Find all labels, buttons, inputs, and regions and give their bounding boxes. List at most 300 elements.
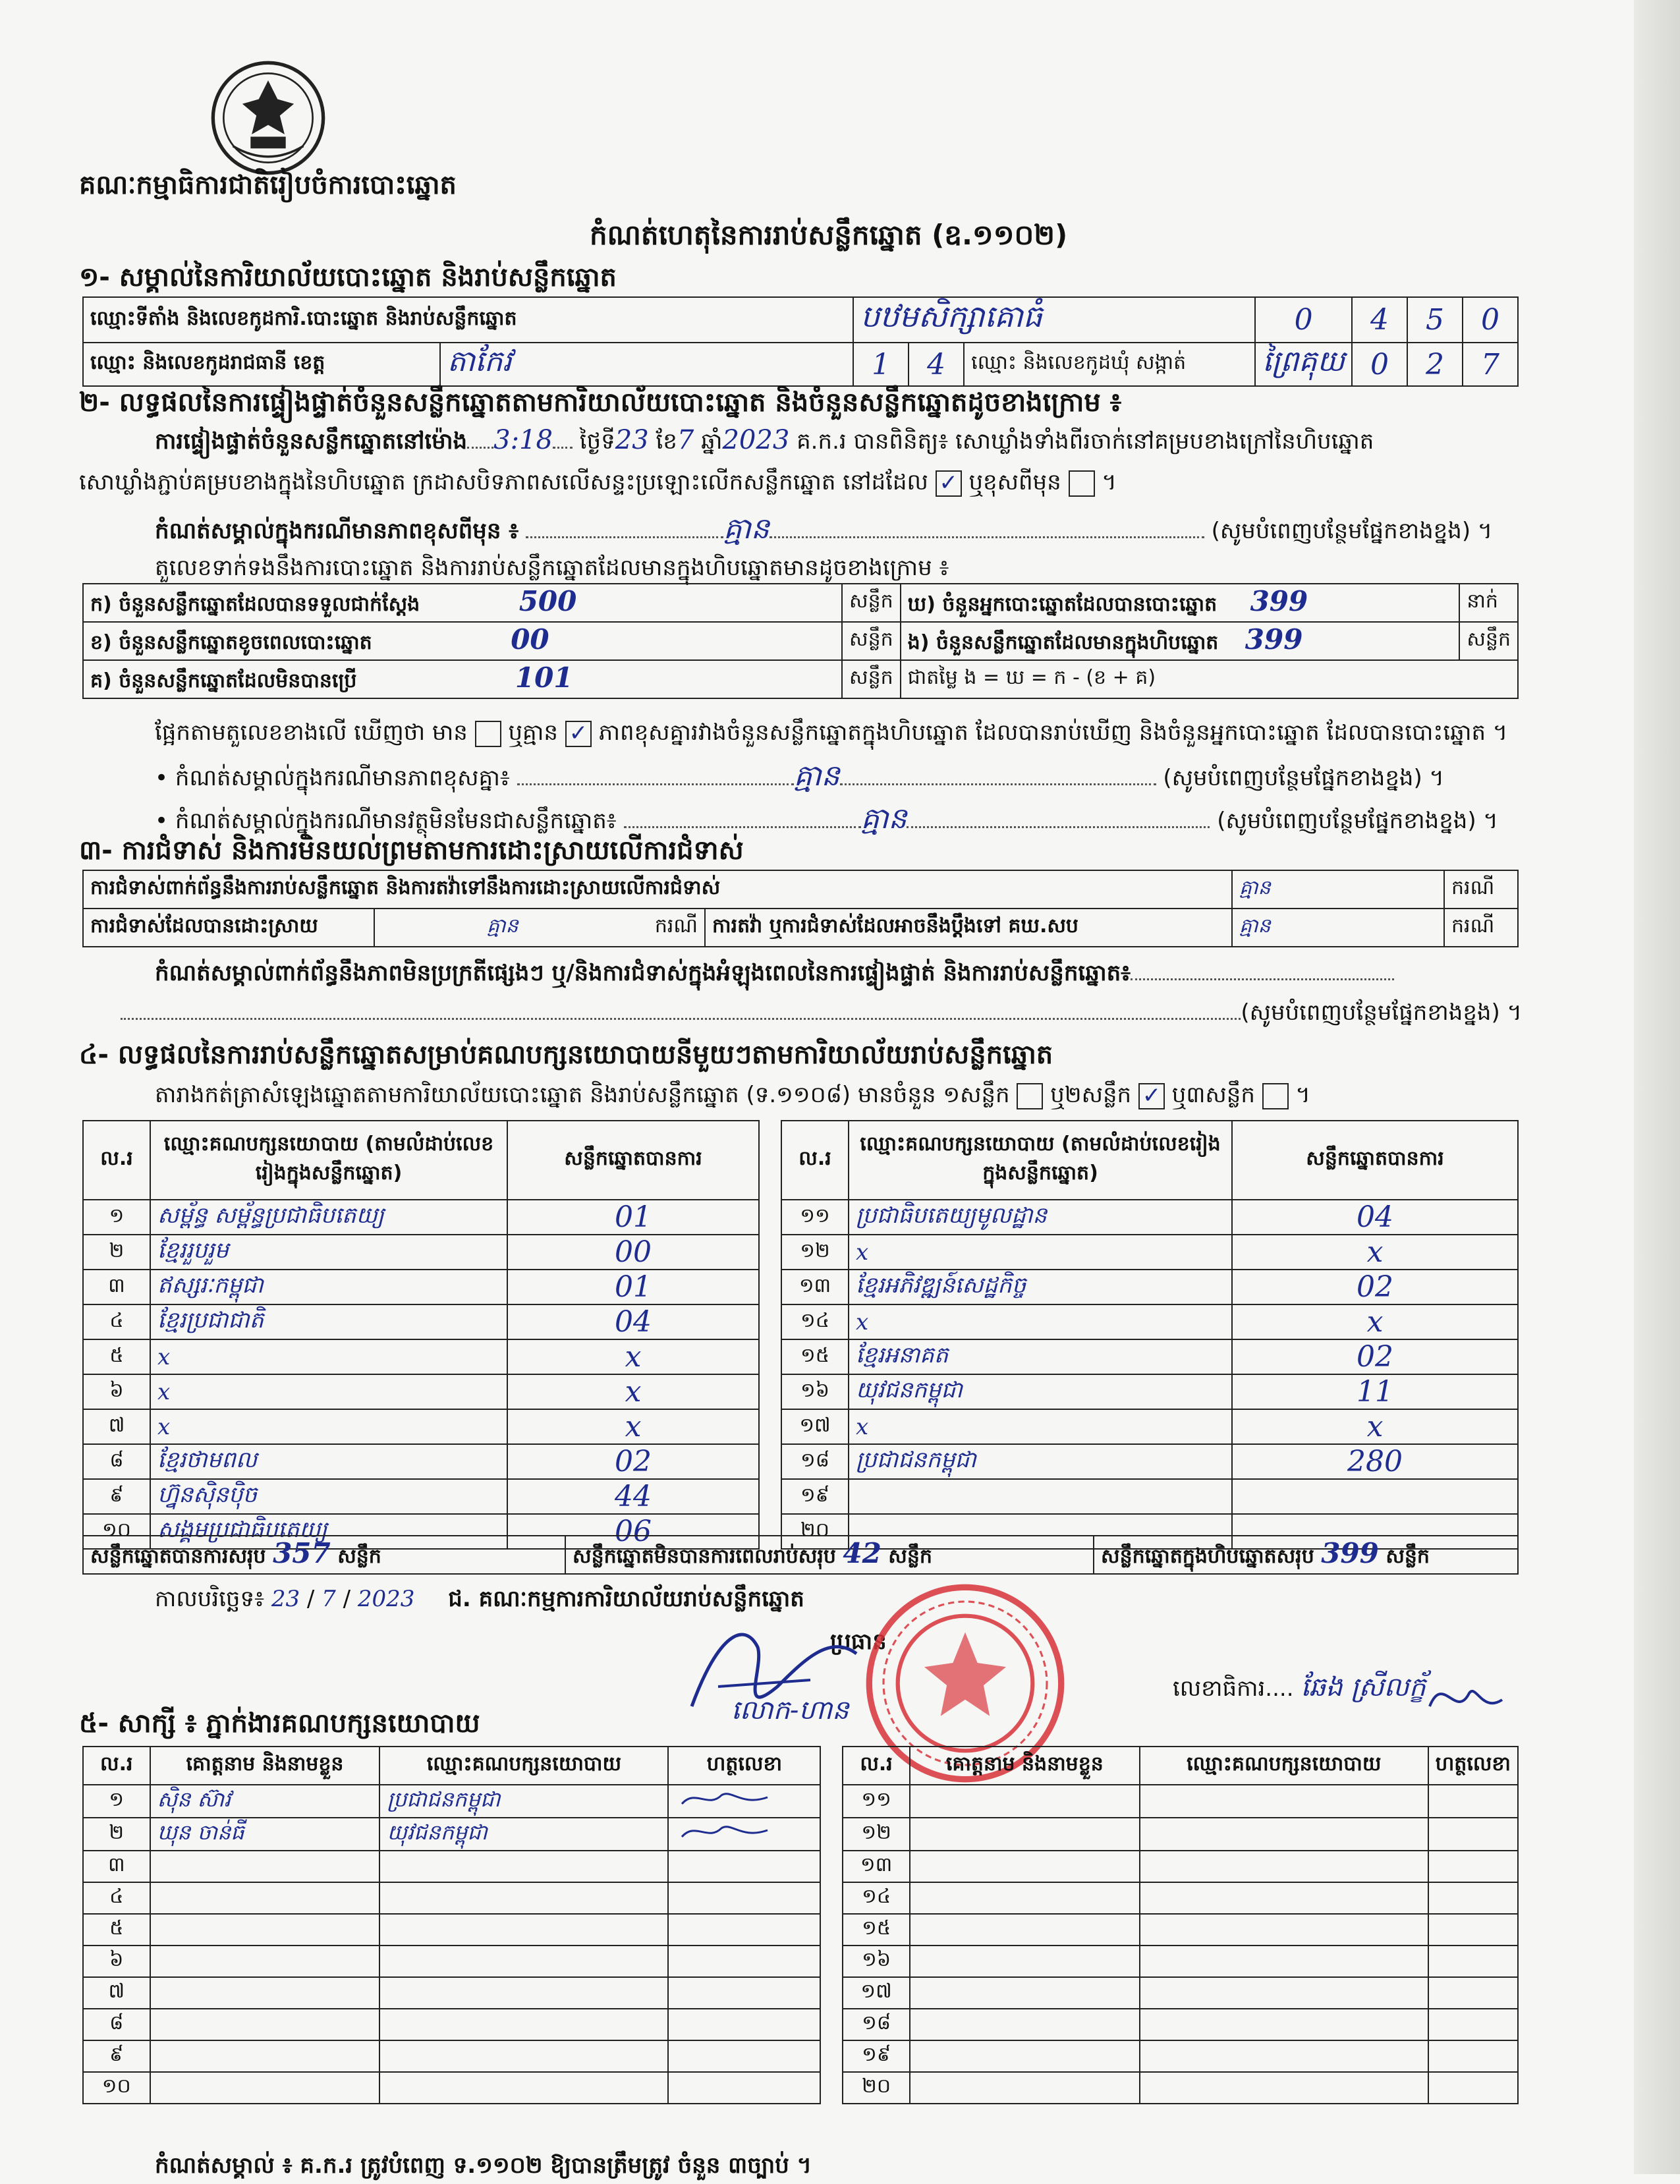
secretary-signature-icon xyxy=(1416,1667,1515,1726)
row-e-value: 399 xyxy=(1245,623,1303,656)
witness-party xyxy=(1140,2009,1428,2040)
table-row xyxy=(83,1479,1518,1514)
row-c-value: 101 xyxy=(515,661,573,694)
table-row xyxy=(83,1374,1518,1409)
witness-name xyxy=(150,2072,380,2104)
party-name: x xyxy=(849,1304,1232,1339)
checkbox-changed[interactable] xyxy=(1069,470,1095,497)
row-no: ១៧ xyxy=(781,1409,849,1444)
witness-signature xyxy=(1428,1977,1518,2009)
page-edge xyxy=(1634,0,1680,2174)
secretary-name: ឆែង ស្រីលក្ខ័ xyxy=(1301,1672,1426,1702)
total-invalid-cell xyxy=(565,1536,1094,1574)
obj-r1-label: ការជំទាស់ពាក់ព័ន្ធនឹងការរាប់សន្លឹកឆ្នោត និងការតវ៉ាទៅនឹងការដោះស្រាយលើការជំទាស់ xyxy=(83,870,1232,909)
witness-name xyxy=(150,1946,380,1977)
witness-name xyxy=(150,2040,380,2072)
witness-signature xyxy=(668,1882,820,1914)
row-no: ៣ xyxy=(83,1270,150,1304)
date-line: កាលបរិច្ឆេទ៖ 23 / 7 / 2023 ជ. គណៈកម្មការការិយាល័យរាប់សន្លឹកឆ្នោត xyxy=(155,1586,804,1612)
obj-r2b-value: គ្មាន xyxy=(1232,909,1444,947)
checkbox-no-diff[interactable]: ✓ xyxy=(565,721,592,747)
row-no: ១៥ xyxy=(843,1914,910,1946)
row-b-unit: សន្លឹក xyxy=(842,622,901,660)
party-name: ហ្វ៊ុនស៊ិនប៉ិច xyxy=(150,1479,507,1514)
count-day: 23 xyxy=(615,425,649,455)
table-row xyxy=(83,1235,1518,1270)
code-digit: 2 xyxy=(1407,343,1463,386)
table-gap xyxy=(759,1304,781,1339)
row-no: ១៤ xyxy=(781,1304,849,1339)
code-digit: 0 xyxy=(1255,297,1352,343)
code-digit: 5 xyxy=(1407,297,1463,343)
table-row xyxy=(83,2040,1518,2072)
row-no: ១៥ xyxy=(781,1339,849,1374)
party-votes: 280 xyxy=(1232,1444,1518,1479)
table-row xyxy=(83,1818,1518,1851)
party-name: ខ្មែរអនាគត xyxy=(849,1339,1232,1374)
table-gap xyxy=(759,1374,781,1409)
row-no: ៥ xyxy=(83,1339,150,1374)
date-year: 2023 xyxy=(357,1586,415,1612)
witness-signature xyxy=(668,1785,820,1818)
witness-signature xyxy=(668,1946,820,1977)
row-d-unit: នាក់ xyxy=(1459,584,1518,622)
row-b xyxy=(83,622,842,660)
checkbox-unchanged[interactable]: ✓ xyxy=(936,470,962,497)
w-col-no: ល.រ xyxy=(843,1747,910,1785)
w-col-sign: ហត្ថលេខា xyxy=(1428,1747,1518,1785)
date-day: 23 xyxy=(271,1586,300,1612)
row-d-value: 399 xyxy=(1250,585,1308,617)
obj-r1-unit: ករណី xyxy=(1444,870,1518,909)
table-row xyxy=(83,1851,1518,1882)
sec3-heading: ៣- ការជំទាស់ និងការមិនយល់ព្រមតាមការដោះស្រាយលើការជំទាស់ xyxy=(79,835,744,866)
row-e xyxy=(901,622,1460,660)
witness-body xyxy=(83,1785,1518,2104)
table-row xyxy=(83,2072,1518,2104)
row-d-label: ឃ) ចំនួនអ្នកបោះឆ្នោតដែលបានបោះឆ្នោត xyxy=(907,593,1218,616)
row-no: ១ xyxy=(83,1200,150,1235)
table-gap xyxy=(759,1444,781,1479)
witness-name xyxy=(910,1785,1140,1818)
witness-name xyxy=(150,1977,380,2009)
chair-mark: លោក-ហាន xyxy=(731,1695,849,1725)
row-a-label: ក) ចំនួនសន្លឹកឆ្នោតដែលបានទទួលជាក់ស្តែង xyxy=(90,593,420,616)
row-no: ៦ xyxy=(83,1374,150,1409)
row-e-label: ង) ចំនួនសន្លឹកឆ្នោតដែលមានក្នុងហិបឆ្នោត xyxy=(907,631,1219,654)
table-gap xyxy=(820,2009,843,2040)
row-e-unit: សន្លឹក xyxy=(1459,622,1518,660)
vote-numbers-table xyxy=(82,583,1519,699)
footnote: កំណត់សម្គាល់ ៖ គ.ក.រ ត្រូវបំពេញ ទ.១១០២ ឱ្យបានត្រឹមត្រូវ ចំនួន ៣ច្បាប់ ។ xyxy=(155,2152,812,2179)
obj-note-label: • កំណត់សម្គាល់ក្នុងករណីមានវត្ថុមិនមែនជាសន្លឹកឆ្នោត៖ xyxy=(155,808,617,834)
date-label: កាលបរិច្ឆេទ៖ xyxy=(155,1586,265,1612)
party-votes: x xyxy=(1232,1235,1518,1270)
witness-signature xyxy=(1428,1785,1518,1818)
sec2-diff-note xyxy=(155,758,1525,800)
checkbox-3-sheets[interactable] xyxy=(1262,1083,1289,1109)
w-col-name: គោត្តនាម និងនាមខ្លួន xyxy=(150,1747,380,1785)
row-no: ១៧ xyxy=(843,1977,910,2009)
witness-name xyxy=(910,1914,1140,1946)
code-digit: 4 xyxy=(909,343,964,386)
sec2-line1 xyxy=(155,425,1525,460)
code-digit: 0 xyxy=(1463,297,1518,343)
w-col-party: ឈ្មោះគណបក្សនយោបាយ xyxy=(379,1747,668,1785)
row-c-unit: សន្លឹក xyxy=(842,660,901,698)
row-no: ១២ xyxy=(781,1235,849,1270)
party-votes: 00 xyxy=(507,1235,759,1270)
sec2-line1-tail: គ.ក.រ បានពិនិត្យ៖ សោឃ្លាំងទាំងពីរចាក់នៅគម្របខាងក្រៅនៃហិបឆ្នោត xyxy=(797,428,1374,455)
party-votes: 44 xyxy=(507,1479,759,1514)
checkbox-1-sheet[interactable] xyxy=(1017,1083,1043,1109)
row-d xyxy=(901,584,1460,622)
row-no: ១៩ xyxy=(781,1479,849,1514)
sec2-note-tail: (សូមបំពេញបន្ថែមផ្នែកខាងខ្នង) ។ xyxy=(1211,518,1493,544)
code-digit: 4 xyxy=(1352,297,1407,343)
party-votes: 01 xyxy=(507,1270,759,1304)
row-no: ៩ xyxy=(83,1479,150,1514)
obj-note-value: គ្មាន xyxy=(860,802,907,835)
row-no: ២០ xyxy=(843,2072,910,2104)
row-no: ៣ xyxy=(83,1851,150,1882)
total-invalid-label: សន្លឹកឆ្នោតមិនបានការពេលរាប់សរុប xyxy=(573,1545,836,1568)
row-no: ៨ xyxy=(83,2009,150,2040)
month-label: ខែ xyxy=(656,428,677,455)
party-votes: x xyxy=(507,1339,759,1374)
row-no: ១៦ xyxy=(843,1946,910,1977)
sec2-note-label: កំណត់សម្គាល់ក្នុងករណីមានភាពខុសពីមុន ៖ xyxy=(155,518,519,544)
w-col-party: ឈ្មោះគណបក្សនយោបាយ xyxy=(1140,1747,1428,1785)
witness-party xyxy=(379,2040,668,2072)
row-no: ១៤ xyxy=(843,1882,910,1914)
sec2-heading: ២- លទ្ធផលនៃការផ្ទៀងផ្ទាត់ចំនួនសន្លឹកឆ្នោតតាមការិយាល័យបោះឆ្នោត និងចំនួនសន្លឹកឆ្នោតដូចខាងក្រោម ៖ xyxy=(79,387,1122,418)
witness-party xyxy=(379,1851,668,1882)
table-gap xyxy=(820,2040,843,2072)
row-no: ២០ xyxy=(781,1514,849,1549)
col-no: ល.រ xyxy=(781,1121,849,1200)
table-gap xyxy=(820,1977,843,2009)
row-a xyxy=(83,584,842,622)
party-votes xyxy=(1232,1479,1518,1514)
row-no: ១០ xyxy=(83,1514,150,1549)
witness-name xyxy=(910,1946,1140,1977)
page-title: កំណត់ហេតុនៃការរាប់សន្លឹកឆ្នោត (ឧ.១១០២) xyxy=(590,219,1068,251)
row-no: ៨ xyxy=(83,1444,150,1479)
row-no: ៧ xyxy=(83,1977,150,2009)
row-no: ១២ xyxy=(843,1818,910,1851)
party-votes: 04 xyxy=(507,1304,759,1339)
party-votes: 11 xyxy=(1232,1374,1518,1409)
witness-name: ស៊ិន ស៊ាវ xyxy=(150,1785,380,1818)
party-name: ឥស្សរៈកម្ពុជា xyxy=(150,1270,507,1304)
party-name: សម្ព័ន្ធ សម្ព័ន្ធប្រជាធិបតេយ្យ xyxy=(150,1200,507,1235)
w-col-no: ល.រ xyxy=(83,1747,150,1785)
sec2-line2-text: សោឃ្លាំងភ្ជាប់គម្របខាងក្នុងនៃហិបឆ្នោត ក្រដាសបិទភាពសលើសន្ទះប្រឡោះលើកសន្លឹកឆ្នោត នៅដដែល xyxy=(79,469,928,495)
results-table xyxy=(82,1120,1519,1550)
sec1-commune-label: ឈ្មោះ និងលេខកូដឃុំ សង្កាត់ xyxy=(964,343,1255,386)
witness-signature xyxy=(668,1977,820,2009)
row-no: ១៨ xyxy=(843,2009,910,2040)
witness-signature xyxy=(1428,2072,1518,2104)
sec3-note-text: កំណត់សម្គាល់ពាក់ព័ន្ធនឹងភាពមិនប្រក្រតីផ្សេងៗ ឬ/និងការជំទាស់ក្នុងអំឡុងពេលនៃការផ្ទៀងផ្ទាត់ និងការរាប់សន្លឹកឆ្នោត៖ xyxy=(155,960,1131,986)
obj-r2b-label: ការតវ៉ា ឬការជំទាស់ដែលអាចនឹងប្តឹងទៅ គឃ.សប xyxy=(705,909,1232,947)
party-votes: 04 xyxy=(1232,1200,1518,1235)
party-votes: 06 xyxy=(507,1514,759,1549)
sec4-or2: ឬ២សន្លឹក xyxy=(1050,1082,1132,1108)
w-col-sign: ហត្ថលេខា xyxy=(668,1747,820,1785)
table-row xyxy=(83,1200,1518,1235)
sec4-intro: តារាងកត់ត្រាសំឡេងឆ្នោតតាមការិយាល័យបោះឆ្នោត និងរាប់សន្លឹកឆ្នោត (ទ.១១០៨) មានចំនួន ១សន្លឹក ឬ២សន្លឹក ✓ ឬ៣សន្លឹក ។ xyxy=(155,1082,1310,1109)
witness-name: ឃុន ចាន់ធី xyxy=(150,1818,380,1851)
witness-party xyxy=(1140,1882,1428,1914)
witness-party xyxy=(379,1977,668,2009)
witness-name xyxy=(910,2040,1140,2072)
witness-signature xyxy=(1428,1914,1518,1946)
count-time: 3:18 xyxy=(493,425,553,455)
table-gap xyxy=(759,1339,781,1374)
col-party: ឈ្មោះគណបក្សនយោបាយ (តាមលំដាប់លេខរៀងក្នុងសន្លឹកឆ្នោត) xyxy=(150,1121,507,1200)
table-gap xyxy=(759,1235,781,1270)
witness-signature xyxy=(1428,1818,1518,1851)
signature-icon xyxy=(675,1785,774,1812)
total-box-unit: សន្លឹក xyxy=(1386,1545,1430,1568)
witness-party xyxy=(1140,1818,1428,1851)
party-name: ខ្មែរថាមពល xyxy=(150,1444,507,1479)
sec1-row2-label: ឈ្មោះ និងលេខកូដរាជធានី ខេត្ត xyxy=(83,343,440,386)
witness-party: យុវជនកម្ពុជា xyxy=(379,1818,668,1851)
table-row xyxy=(83,1785,1518,1818)
witness-signature xyxy=(1428,2009,1518,2040)
row-b-value: 00 xyxy=(511,623,549,656)
witness-signature xyxy=(668,1818,820,1851)
nec-emblem-icon xyxy=(210,59,327,177)
sec1-commune-value: ព្រៃគុយ xyxy=(1255,343,1352,386)
party-name: x xyxy=(150,1339,507,1374)
table-gap xyxy=(820,1851,843,1882)
party-votes: x xyxy=(507,1374,759,1409)
table-row xyxy=(83,1946,1518,1977)
table-gap xyxy=(820,1882,843,1914)
sec2-compare xyxy=(155,718,1507,751)
secretary-label: លេខាធិការ.... xyxy=(1173,1675,1294,1702)
table-gap xyxy=(759,1200,781,1235)
table-gap xyxy=(759,1479,781,1514)
row-no: ២ xyxy=(83,1818,150,1851)
year-label: ឆ្នាំ xyxy=(701,428,723,455)
witness-name xyxy=(910,1851,1140,1882)
sec2-note xyxy=(155,511,1525,553)
obj-r1-value: គ្មាន xyxy=(1232,870,1444,909)
party-name: ខ្មែររួបរួម xyxy=(150,1235,507,1270)
obj-r2-value: គ្មាន xyxy=(487,914,518,938)
witness-party xyxy=(1140,1946,1428,1977)
party-votes: 02 xyxy=(1232,1339,1518,1374)
party-votes: x xyxy=(1232,1409,1518,1444)
row-no: ២ xyxy=(83,1235,150,1270)
party-name: យុវជនកម្ពុជា xyxy=(849,1374,1232,1409)
table-row xyxy=(83,1882,1518,1914)
row-no: ១ xyxy=(83,1785,150,1818)
witness-party xyxy=(379,2009,668,2040)
total-valid-unit: សន្លឹក xyxy=(337,1545,381,1568)
witness-signature xyxy=(668,2009,820,2040)
party-name: x xyxy=(150,1409,507,1444)
col-no: ល.រ xyxy=(83,1121,150,1200)
sec3-note xyxy=(155,959,1525,992)
count-year: 2023 xyxy=(722,425,790,455)
table-gap xyxy=(820,1914,843,1946)
table-gap xyxy=(820,1818,843,1851)
witness-name xyxy=(150,2009,380,2040)
sec1-heading: ១- សម្គាល់នៃការិយាល័យបោះឆ្នោត និងរាប់សន្លឹកឆ្នោត xyxy=(79,262,617,293)
row-c xyxy=(83,660,842,698)
witness-signature xyxy=(668,1914,820,1946)
total-valid-value: 357 xyxy=(273,1537,331,1569)
totals-table xyxy=(82,1535,1519,1575)
checkbox-2-sheets[interactable]: ✓ xyxy=(1138,1083,1165,1109)
table-row xyxy=(83,1409,1518,1444)
witness-table xyxy=(82,1746,1519,2104)
total-box-value: 399 xyxy=(1321,1537,1379,1569)
checkbox-has-diff[interactable] xyxy=(475,721,501,747)
table-row xyxy=(83,1304,1518,1339)
sec1-row2-value: តាកែវ xyxy=(440,343,853,386)
party-name: ប្រជាជនកម្ពុជា xyxy=(849,1444,1232,1479)
witness-party xyxy=(1140,1851,1428,1882)
witness-name xyxy=(910,1977,1140,2009)
row-no: ១១ xyxy=(781,1200,849,1235)
row-no: ៦ xyxy=(83,1946,150,1977)
party-votes: x xyxy=(507,1409,759,1444)
witness-party xyxy=(1140,1914,1428,1946)
table-row xyxy=(83,1444,1518,1479)
table-row xyxy=(83,1339,1518,1374)
sec2-line2-or: ឬខុសពីមុន xyxy=(968,469,1061,495)
total-invalid-unit: សន្លឹក xyxy=(888,1545,932,1568)
party-name: x xyxy=(849,1409,1232,1444)
chair-label: ប្រធាន xyxy=(830,1629,887,1655)
witness-party xyxy=(379,1914,668,1946)
witness-signature xyxy=(1428,1946,1518,1977)
committee-label: ជ. គណៈកម្មការការិយាល័យរាប់សន្លឹកឆ្នោត xyxy=(448,1586,804,1612)
witness-signature xyxy=(1428,1851,1518,1882)
table-gap xyxy=(759,1409,781,1444)
witness-party xyxy=(379,1946,668,1977)
row-no: ៩ xyxy=(83,2040,150,2072)
witness-name xyxy=(910,1818,1140,1851)
table-gap xyxy=(759,1270,781,1304)
date-month: 7 xyxy=(322,1586,336,1612)
witness-name xyxy=(150,1914,380,1946)
sec3-fill-back-line xyxy=(79,998,1522,1031)
row-b-label: ខ) ចំនួនសន្លឹកឆ្នោតខូចពេលបោះឆ្នោត xyxy=(90,631,372,654)
col-votes: សន្លឹកឆ្នោតបានការ xyxy=(507,1121,759,1200)
witness-party xyxy=(1140,2072,1428,2104)
w-col-name: គោត្តនាម និងនាមខ្លួន xyxy=(910,1747,1140,1785)
party-votes: 02 xyxy=(507,1444,759,1479)
sec3-fill-back: (សូមបំពេញបន្ថែមផ្នែកខាងខ្នង) ។ xyxy=(1241,999,1522,1026)
table-gap xyxy=(820,1747,843,1785)
diff-fill-back: (សូមបំពេញបន្ថែមផ្នែកខាងខ្នង) ។ xyxy=(1163,765,1444,791)
witness-party xyxy=(1140,1977,1428,2009)
total-valid-cell xyxy=(83,1536,565,1574)
row-no: ៤ xyxy=(83,1882,150,1914)
obj-r2b-unit: ករណី xyxy=(1444,909,1518,947)
obj-fill-back: (សូមបំពេញបន្ថែមផ្នែកខាងខ្នង) ។ xyxy=(1217,808,1498,834)
row-no: ១៩ xyxy=(843,2040,910,2072)
party-name: x xyxy=(150,1374,507,1409)
col-party: ឈ្មោះគណបក្សនយោបាយ (តាមលំដាប់លេខរៀងក្នុងសន្លឹកឆ្នោត) xyxy=(849,1121,1232,1200)
party-votes: 01 xyxy=(507,1200,759,1235)
party-name: ខ្មែរអភិវឌ្ឍន៍សេដ្ឋកិច្ច xyxy=(849,1270,1232,1304)
sec2-line2: សោឃ្លាំងភ្ជាប់គម្របខាងក្នុងនៃហិបឆ្នោត ក្រដាសបិទភាពសលើសន្ទះប្រឡោះលើកសន្លឹកឆ្នោត នៅដដែល ✓ ឬខុសពីមុន ។ xyxy=(79,469,1117,496)
party-name: សង្គមប្រជាធិបតេយ្យ xyxy=(150,1514,507,1549)
table-gap xyxy=(820,1946,843,1977)
party-name xyxy=(849,1479,1232,1514)
total-box-cell xyxy=(1094,1536,1518,1574)
table-row xyxy=(83,2009,1518,2040)
witness-signature xyxy=(668,2040,820,2072)
witness-signature xyxy=(668,2072,820,2104)
row-no: ៧ xyxy=(83,1409,150,1444)
row-no: ១៦ xyxy=(781,1374,849,1409)
org-name: គណៈកម្មាធិការជាតិរៀបចំការបោះឆ្នោត xyxy=(79,170,457,200)
secretary-line xyxy=(1173,1670,1426,1709)
party-votes: x xyxy=(1232,1304,1518,1339)
obj-r2-unit: ករណី xyxy=(654,914,698,938)
row-no: ៤ xyxy=(83,1304,150,1339)
sec1-table xyxy=(82,296,1519,387)
witness-signature xyxy=(1428,2040,1518,2072)
row-no: ១៨ xyxy=(781,1444,849,1479)
party-name: ប្រជាធិបតេយ្យមូលដ្ឋាន xyxy=(849,1200,1232,1235)
row-no: ១៣ xyxy=(781,1270,849,1304)
table-gap xyxy=(820,2072,843,2104)
witness-signature xyxy=(1428,1882,1518,1914)
code-digit: 7 xyxy=(1463,343,1518,386)
row-no: ១៣ xyxy=(843,1851,910,1882)
sec2-numbers-intro: តួលេខទាក់ទងនឹងការបោះឆ្នោត និងការរាប់សន្លឹកឆ្នោតដែលមានក្នុងហិបឆ្នោតមានដូចខាងក្រោម ៖ xyxy=(155,555,949,581)
witness-name xyxy=(910,1882,1140,1914)
code-digit: 1 xyxy=(853,343,909,386)
table-gap xyxy=(759,1121,781,1200)
obj-r2-label: ការជំទាស់ដែលបានដោះស្រាយ xyxy=(83,909,374,947)
sec2-line1-text: ការផ្ទៀងផ្ទាត់ចំនួនសន្លឹកឆ្នោតនៅម៉ោង xyxy=(155,428,468,455)
compare-text: ផ្អែកតាមតួលេខខាងលើ ឃើញថា មាន xyxy=(155,719,468,746)
results-body xyxy=(83,1200,1518,1549)
witness-party xyxy=(379,2072,668,2104)
party-name: x xyxy=(849,1235,1232,1270)
sec2-note-value: គ្មាន xyxy=(723,512,770,546)
sec1-row1-label: ឈ្មោះទីតាំង និងលេខកូដការិ.បោះឆ្នោត និងរាប់សន្លឹកឆ្នោត xyxy=(83,297,853,343)
row-a-unit: សន្លឹក xyxy=(842,584,901,622)
code-digit: 0 xyxy=(1352,343,1407,386)
row-no: ៥ xyxy=(83,1914,150,1946)
table-row xyxy=(83,1977,1518,2009)
party-name: ខ្មែរប្រជាជាតិ xyxy=(150,1304,507,1339)
witness-signature xyxy=(668,1851,820,1882)
objection-table xyxy=(82,870,1519,947)
witness-party xyxy=(1140,2040,1428,2072)
count-month: 7 xyxy=(677,425,694,455)
party-votes: 02 xyxy=(1232,1270,1518,1304)
sec4-or3: ឬ៣សន្លឹក xyxy=(1171,1082,1255,1108)
total-box-label: សន្លឹកឆ្នោតក្នុងហិបឆ្នោតសរុប xyxy=(1101,1545,1314,1568)
witness-name xyxy=(910,2072,1140,2104)
witness-name xyxy=(150,1882,380,1914)
chair-signature-icon xyxy=(679,1608,876,1739)
